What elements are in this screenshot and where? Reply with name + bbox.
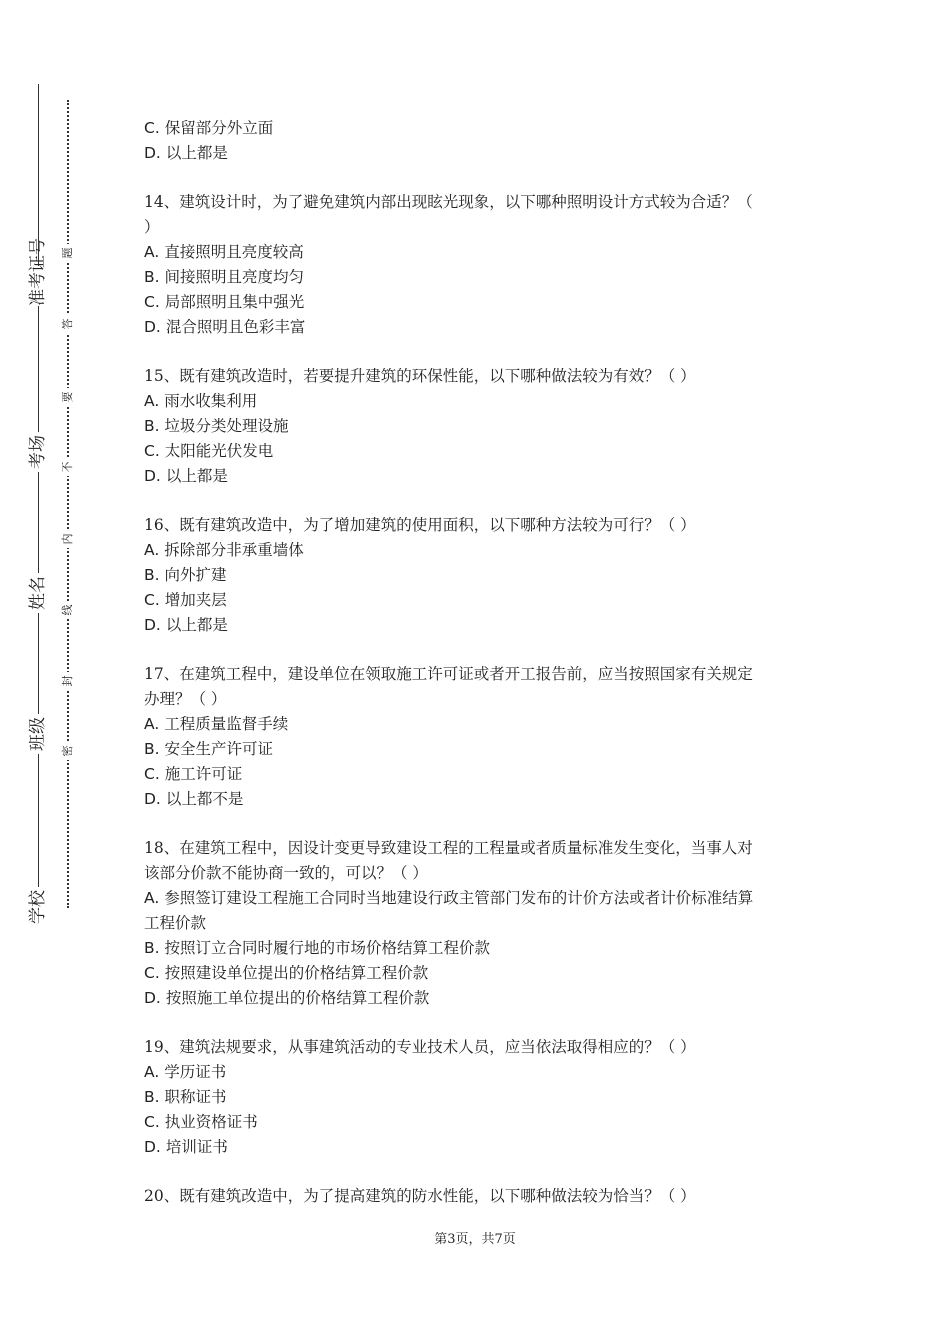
seal-char: 内 <box>59 530 77 548</box>
seal-char: 线 <box>59 601 77 619</box>
seal-char: 答 <box>59 315 77 333</box>
option-d: D. 以上都是 <box>144 144 228 162</box>
question-content <box>144 116 809 1209</box>
question-20 <box>144 1184 809 1209</box>
option-b: B. 职称证书 <box>144 1088 227 1106</box>
option-c: C. 按照建设单位提出的价格结算工程价款 <box>144 964 429 982</box>
option-a: A. 学历证书 <box>144 1063 227 1081</box>
option-c: C. 施工许可证 <box>144 765 243 783</box>
carryover-options <box>144 116 809 166</box>
question-19 <box>144 1035 809 1160</box>
option-a: A. 雨水收集利用 <box>144 392 258 410</box>
option-c: C. 执业资格证书 <box>144 1113 258 1131</box>
option-d: D. 按照施工单位提出的价格结算工程价款 <box>144 989 430 1007</box>
class-label: 班级 <box>18 714 58 754</box>
question-stem: 16、既有建筑改造中，为了增加建筑的使用面积，以下哪种方法较为可行？（ ） <box>144 516 696 534</box>
option-c: C. 保留部分外立面 <box>144 119 274 137</box>
option-b: B. 间接照明且亮度均匀 <box>144 268 305 286</box>
question-14 <box>144 190 809 340</box>
exam-room-label: 考场 <box>18 432 58 472</box>
question-stem: 15、既有建筑改造时，若要提升建筑的环保性能，以下哪种做法较为有效？（ ） <box>144 367 696 385</box>
question-stem: 17、在建筑工程中，建设单位在领取施工许可证或者开工报告前，应当按照国家有关规定 <box>144 665 753 683</box>
question-stem: ） <box>144 218 160 236</box>
school-label: 学校 <box>18 887 58 927</box>
seal-dotted-line <box>67 100 69 908</box>
option-a: A. 工程质量监督手续 <box>144 715 289 733</box>
option-b: B. 按照订立合同时履行地的市场价格结算工程价款 <box>144 939 491 957</box>
question-18 <box>144 836 809 1011</box>
option-b: B. 向外扩建 <box>144 566 227 584</box>
option-d: D. 以上都是 <box>144 467 228 485</box>
option-b: B. 安全生产许可证 <box>144 740 274 758</box>
option-a-continuation: 工程价款 <box>144 914 207 932</box>
seal-char: 题 <box>59 244 77 262</box>
question-17 <box>144 662 809 812</box>
seal-char: 封 <box>59 672 77 690</box>
option-d: D. 以上都是 <box>144 616 228 634</box>
binding-margin <box>0 0 110 1344</box>
option-d: D. 混合照明且色彩丰富 <box>144 318 306 336</box>
question-stem: 18、在建筑工程中，因设计变更导致建设工程的工程量或者质量标准发生变化，当事人对 <box>144 839 753 857</box>
option-a: A. 参照签订建设工程施工合同时当地建设行政主管部门发布的计价方法或者计价标准结算 <box>144 889 754 907</box>
seal-char: 密 <box>59 742 77 760</box>
option-a: A. 拆除部分非承重墙体 <box>144 541 304 559</box>
question-stem: 14、建筑设计时，为了避免建筑内部出现眩光现象，以下哪种照明设计方式较为合适？（ <box>144 193 753 211</box>
name-label: 姓名 <box>18 573 58 613</box>
question-stem: 该部分价款不能协商一致的，可以？（ ） <box>144 864 428 882</box>
option-a: A. 直接照明且亮度较高 <box>144 243 304 261</box>
option-c: C. 太阳能光伏发电 <box>144 442 274 460</box>
page-number: 第3页，共7页 <box>434 1232 516 1247</box>
question-15 <box>144 364 809 489</box>
option-d: D. 以上都不是 <box>144 790 244 808</box>
exam-number-label: 准考证号 <box>18 266 58 306</box>
option-c: C. 增加夹层 <box>144 591 227 609</box>
option-b: B. 垃圾分类处理设施 <box>144 417 289 435</box>
seal-char: 要 <box>59 388 77 406</box>
option-d: D. 培训证书 <box>144 1138 228 1156</box>
question-stem: 19、建筑法规要求，从事建筑活动的专业技术人员，应当依法取得相应的？（ ） <box>144 1038 696 1056</box>
question-stem: 20、既有建筑改造中，为了提高建筑的防水性能，以下哪种做法较为恰当？（ ） <box>144 1187 696 1205</box>
option-c: C. 局部照明且集中强光 <box>144 293 305 311</box>
question-16 <box>144 513 809 638</box>
seal-char: 不 <box>59 458 77 476</box>
binding-solid-line <box>38 84 39 924</box>
question-stem: 办理？（ ） <box>144 690 227 708</box>
